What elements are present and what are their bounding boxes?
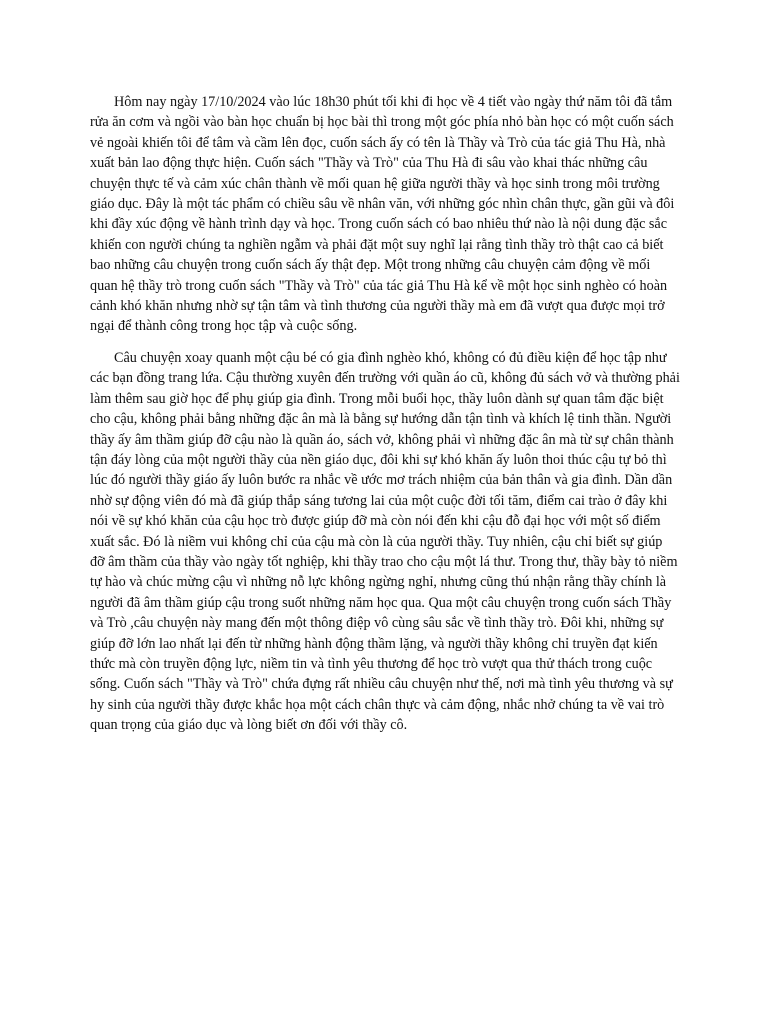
document-body <box>90 92 680 747</box>
paragraph-intro: Hôm nay ngày 17/10/2024 vào lúc 18h30 phút tối khi đi học về 4 tiết vào ngày thứ năm tôi đã tắm rửa ăn cơm và ngồi vào bàn học chuẩn bị học bài thì trong một góc phía nhỏ bàn học có một cuốn sách vẻ ngoài khiến tôi để tâm và cầm lên đọc, cuốn sách ấy có tên là Thầy và Trò của tác giả Thu Hà, nhà xuất bản lao động thực hiện. Cuốn sách "Thầy và Trò" của Thu Hà đi sâu vào khai thác những câu chuyện thực tế và cảm xúc chân thành về mối quan hệ giữa người thầy và học sinh trong môi trường giáo dục. Đây là một tác phẩm có chiều sâu về nhân văn, với những góc nhìn chân thực, gần gũi và đôi khi đầy xúc động về hành trình dạy và học. Trong cuốn sách có bao nhiêu thứ nào là nội dung đặc sắc khiến con người chúng ta nghiền ngẫm và phải đặt một suy nghĩ lại rằng tình thầy trò thật cao cả biết bao những câu chuyện trong cuốn sách ấy thật đẹp. Một trong những câu chuyện cảm động về mối quan hệ thầy trò trong cuốn sách "Thầy và Trò" của tác giả Thu Hà kể về một học sinh nghèo có hoàn cảnh khó khăn nhưng nhờ sự tận tâm và tình thương của người thầy mà em đã vượt qua được mọi trở ngại để thành công trong học tập và cuộc sống. <box>90 94 675 335</box>
paragraph-story: Câu chuyện xoay quanh một cậu bé có gia đình nghèo khó, không có đủ điều kiện để học tập như các bạn đồng trang lứa. Cậu thường xuyên đến trường với quần áo cũ, không đủ sách vở và thường phải làm thêm sau giờ học để phụ giúp gia đình. Trong mỗi buổi học, thầy luôn dành sự quan tâm đặc biệt cho cậu, không phải bằng những đặc ân mà là bằng sự hướng dẫn tận tình và khích lệ tinh thần. Người thầy ấy âm thầm giúp đỡ cậu nào là quần áo, sách vở, không phải vì những đặc ân mà từ sự chân thành tận đáy lòng của một người thầy của nền giáo dục, đôi khi sự khó khăn ấy luôn thoi thúc cậu tự bỏ thì lúc đó người thầy giáo ấy luôn bước ra nhắc về ước mơ trách nhiệm của bản thân và gia đình. Dần dần nhờ sự động viên đó mà đã giúp thắp sáng tương lai của một cuộc đời tối tăm, điểm cai trào ở đây khi nói về sự khó khăn của cậu học trò được giúp đỡ mà còn nói đến khi cậu đỗ đại học với một số điểm xuất sắc. Đó là niềm vui không chỉ của cậu mà còn là của người thầy. Tuy nhiên, cậu chỉ biết sự giúp đỡ âm thầm của thầy vào ngày tốt nghiệp, khi thầy trao cho cậu một lá thư. Trong thư, thầy bày tỏ niềm tự hào và chúc mừng cậu vì những nỗ lực không ngừng nghỉ, nhưng cũng thú nhận rằng thầy chính là người đã âm thầm giúp cậu trong suốt những năm học qua. Qua một câu chuyện trong cuốn sách Thầy và Trò ,câu chuyện này mang đến một thông điệp vô cùng sâu sắc về tình thầy trò. Đôi khi, những sự giúp đỡ lớn lao nhất lại đến từ những hành động thầm lặng, và người thầy không chỉ truyền đạt kiến thức mà còn truyền động lực, niềm tin và tình yêu thương để học trò vượt qua thử thách trong cuộc sống. Cuốn sách "Thầy và Trò" chứa đựng rất nhiều câu chuyện như thế, nơi mà tình yêu thương và sự hy sinh của người thầy được khắc họa một cách chân thực và cảm động, nhắc nhở chúng ta về vai trò quan trọng của giáo dục và lòng biết ơn đối với thầy cô. <box>90 349 680 734</box>
